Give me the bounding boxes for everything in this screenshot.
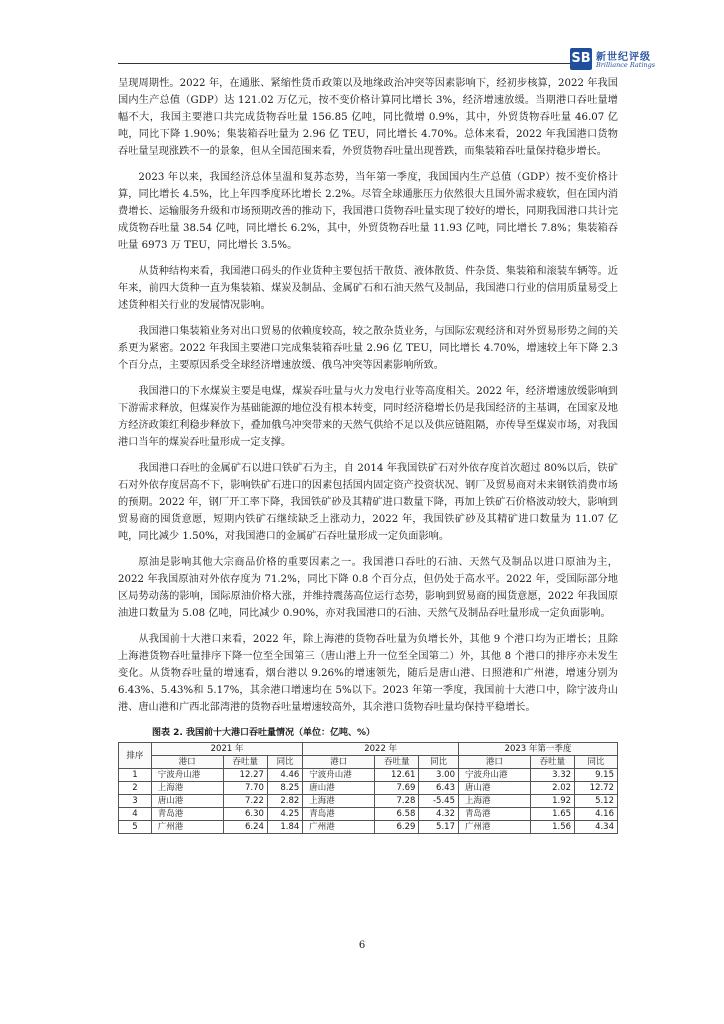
table-row (119, 782, 618, 795)
rank-cell: 4 (119, 808, 152, 821)
period-header-2022: 2022 年 (303, 743, 459, 756)
throughput-cell: 12.61 (375, 769, 419, 782)
yoy-cell: 4.34 (575, 821, 618, 834)
col-throughput: 吞吐量 (223, 756, 267, 769)
yoy-cell: 8.25 (267, 782, 302, 795)
col-port: 港口 (458, 756, 530, 769)
throughput-cell: 6.58 (375, 808, 419, 821)
document-body (118, 75, 618, 834)
port-name-cell: 宁波舟山港 (303, 769, 375, 782)
throughput-cell: 3.32 (530, 769, 574, 782)
paragraph: 我国港口集装箱业务对出口贸易的依赖度较高，较之散杂货业务，与国际宏观经济和对外贸易形势之间的关系更为紧密。2022 年我国主要港口完成集装箱吞吐量 2.96 亿 TEU，同比增长 4.70%，增速较上年下降 2.3 个百分点，主要原因系受全球经济增速放缓、俄乌冲突等因素影响所致。 (118, 326, 618, 371)
port-name-cell: 广州港 (458, 821, 530, 834)
port-name-cell: 青岛港 (458, 808, 530, 821)
col-port: 港口 (151, 756, 223, 769)
rank-cell: 1 (119, 769, 152, 782)
col-yoy: 同比 (575, 756, 618, 769)
port-name-cell: 唐山港 (458, 782, 530, 795)
port-name-cell: 广州港 (303, 821, 375, 834)
yoy-cell: 4.46 (267, 769, 302, 782)
throughput-cell: 6.29 (375, 821, 419, 834)
col-yoy: 同比 (267, 756, 302, 769)
paragraph: 2023 年以来，我国经济总体呈温和复苏态势，当年第一季度，我国国内生产总值（GDP）按不变价格计算，同比增长 4.5%，比上年四季度环比增长 2.2%。尽管全球通胀压力依然很大且国外需求疲软，但在国内消费增长、运输服务升级和市场预期改善的推动下，我国港口货物吞吐量实现了较好的增长，同期我国港口共计完成货物吞吐量 38.54 亿吨，同比增长 6.2%，其中，外贸货物吞吐量 11.93 亿吨，同比增长 7.8%；集装箱吞吐量 6973 万 TEU，同比增长 3.5%。 (118, 172, 618, 251)
port-name-cell: 宁波舟山港 (458, 769, 530, 782)
paragraph: 我国港口的下水煤炭主要是电煤，煤炭吞吐量与火力发电行业等高度相关。2022 年，经济增速放缓影响到下游需求释放，但煤炭作为基础能源的地位没有根本转变，同时经济稳增长仍是我国经济的主基调，在国家及地方经济政策红利稳步释放下，叠加俄乌冲突带来的天然气供给不足以及供应链阻隔，亦传导至煤炭市场，对我国港口当年的煤炭吞吐量形成一定支撑。 (118, 386, 618, 448)
yoy-cell: 5.12 (575, 795, 618, 808)
paragraph: 我国港口吞吐的金属矿石以进口铁矿石为主，自 2014 年我国铁矿石对外依存度首次超过 80%以后，铁矿石对外依存度居高不下，影响铁矿石进口的因素包括国内固定资产投资状况、钢厂及贸易商对未来钢铁消费市场的预期。2022 年，钢厂开工率下降，我国铁矿砂及其精矿进口数量下降，再加上铁矿石价格波动较大，影响到贸易商的囤货意愿，短期内铁矿石继续缺乏上涨动力，2022 年，我国铁矿砂及其精矿进口数量为 11.07 亿吨，同比减少 1.50%，对我国港口的金属矿石吞吐量形成一定负面影响。 (118, 463, 618, 542)
throughput-cell: 1.92 (530, 795, 574, 808)
logo-chinese-name: 新世纪评级 (596, 52, 651, 63)
rank-header: 排序 (119, 743, 152, 769)
rank-cell: 2 (119, 782, 152, 795)
company-logo (570, 48, 654, 72)
paragraph: 从货种结构来看，我国港口码头的作业货种主要包括干散货、液体散货、件杂货、集装箱和滚装车辆等。近年来，前四大货种一直为集装箱、煤炭及制品、金属矿石和石油天然气及制品，我国港口行业的信用质量易受上述货种相关行业的发展情况影响。 (118, 266, 618, 311)
col-port: 港口 (303, 756, 375, 769)
yoy-cell: 4.16 (575, 808, 618, 821)
logo-mark: SB (570, 48, 592, 70)
rank-cell: 5 (119, 821, 152, 834)
throughput-cell: 7.22 (223, 795, 267, 808)
paragraph: 从我国前十大港口来看，2022 年，除上海港的货物吞吐量为负增长外，其他 9 个港口均为正增长；且除上海港货物吞吐量排序下降一位至全国第三（唐山港上升一位至全国第二）外，其他 8 个港口的排序亦未发生变化。从货物吞吐量的增速看，烟台港以 9.26%的增速领先，随后是唐山港、日照港和广州港，增速分别为 6.43%、5.43%和 5.17%，其余港口增速均在 5%以下。2023 年第一季度，我国前十大港口中，除宁波舟山港、唐山港和广西北部湾港的货物吞吐量增速较高外，其余港口货物吞吐量均保持平稳增长。 (118, 634, 618, 713)
port-name-cell: 唐山港 (303, 782, 375, 795)
port-name-cell: 上海港 (151, 782, 223, 795)
throughput-cell: 7.28 (375, 795, 419, 808)
throughput-cell: 1.56 (530, 821, 574, 834)
throughput-cell: 7.70 (223, 782, 267, 795)
yoy-cell: 4.25 (267, 808, 302, 821)
yoy-cell: 2.82 (267, 795, 302, 808)
port-name-cell: 青岛港 (151, 808, 223, 821)
throughput-cell: 2.02 (530, 782, 574, 795)
paragraph: 呈现周期性。2022 年，在通胀、紧缩性货币政策以及地缘政治冲突等因素影响下，经初步核算，2022 年我国国内生产总值（GDP）达 121.02 万亿元，按不变价格计算同比增长 3%，经济增速放缓。当期港口吞吐量增幅不大，我国主要港口共完成货物吞吐量 156.85 亿吨，同比微增 0.9%，其中，外贸货物吞吐量 46.07 亿吨，同比下降 1.90%；集装箱吞吐量为 2.96 亿 TEU，同比增长 4.70%。总体来看，2022 年我国港口货物吞吐量呈现涨跌不一的景象，但从全国范围来看，外贸货物吞吐量出现普跌，而集装箱吞吐量保持稳步增长。 (118, 78, 618, 157)
table-row (119, 769, 618, 782)
yoy-cell: 6.43 (419, 782, 459, 795)
table-header-row (119, 743, 618, 756)
table-row (119, 795, 618, 808)
yoy-cell: 9.15 (575, 769, 618, 782)
period-header-2023q1: 2023 年第一季度 (458, 743, 617, 756)
table-caption: 图表 2. 我国前十大港口吞吐量情况（单位：亿吨、%） (152, 728, 375, 738)
col-throughput: 吞吐量 (530, 756, 574, 769)
yoy-cell: 3.00 (419, 769, 459, 782)
throughput-cell: 12.27 (223, 769, 267, 782)
port-name-cell: 上海港 (458, 795, 530, 808)
rank-cell: 3 (119, 795, 152, 808)
logo-english-name: Brilliance Ratings (596, 61, 656, 69)
yoy-cell: 12.72 (575, 782, 618, 795)
table-subheader-row (119, 756, 618, 769)
port-name-cell: 青岛港 (303, 808, 375, 821)
throughput-cell: 6.24 (223, 821, 267, 834)
yoy-cell: -5.45 (419, 795, 459, 808)
yoy-cell: 5.17 (419, 821, 459, 834)
col-throughput: 吞吐量 (375, 756, 419, 769)
page-header (118, 50, 654, 70)
yoy-cell: 4.32 (419, 808, 459, 821)
col-yoy: 同比 (419, 756, 459, 769)
table-body (119, 769, 618, 834)
throughput-cell: 7.69 (375, 782, 419, 795)
port-name-cell: 上海港 (303, 795, 375, 808)
port-name-cell: 唐山港 (151, 795, 223, 808)
yoy-cell: 1.84 (267, 821, 302, 834)
throughput-cell: 6.30 (223, 808, 267, 821)
paragraph: 原油是影响其他大宗商品价格的重要因素之一。我国港口吞吐的石油、天然气及制品以进口原油为主，2022 年我国原油对外依存度为 71.2%，同比下降 0.8 个百分点，但仍处于高水平。2022 年，受国际部分地区局势动荡的影响，国际原油价格大涨，并维持震荡高位运行态势，影响到贸易商的囤货意愿，2022 年我国原油进口数量为 5.08 亿吨，同比减少 0.90%，亦对我国港口的石油、天然气及制品吞吐量形成一定负面影响。 (118, 557, 618, 619)
table-row (119, 808, 618, 821)
port-name-cell: 广州港 (151, 821, 223, 834)
port-name-cell: 宁波舟山港 (151, 769, 223, 782)
table-row (119, 821, 618, 834)
throughput-cell: 1.65 (530, 808, 574, 821)
header-rule (118, 63, 570, 64)
top-ports-table (118, 742, 618, 834)
page-number: 6 (358, 940, 366, 951)
period-header-2021: 2021 年 (151, 743, 303, 756)
